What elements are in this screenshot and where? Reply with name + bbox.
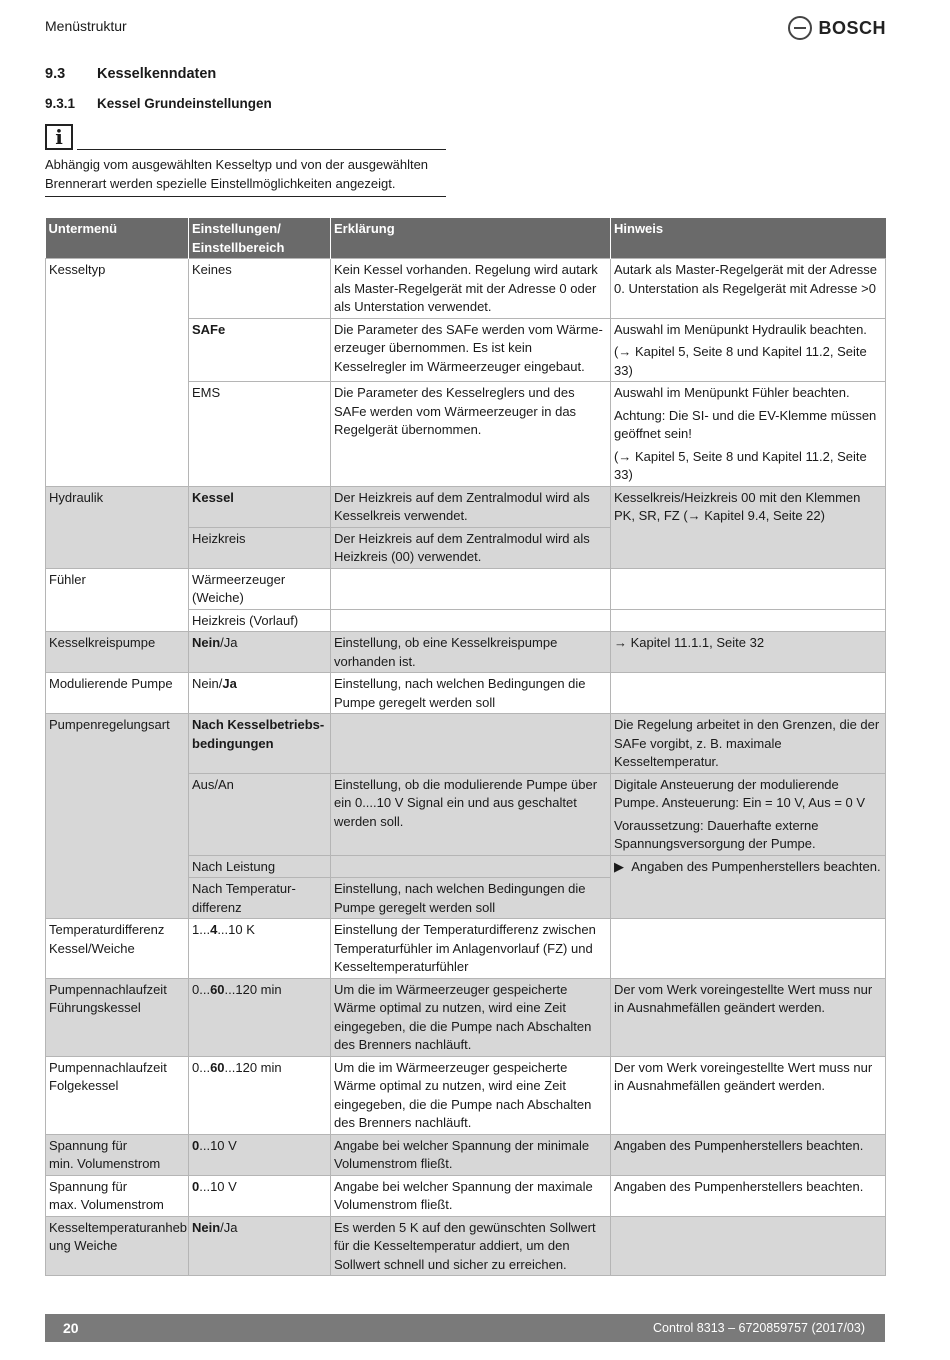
subsection-title: Kessel Grundeinstellungen	[97, 96, 272, 111]
setting-value: Aus/An	[189, 773, 331, 855]
table-row	[46, 1056, 886, 1134]
table-row	[46, 486, 886, 527]
group-kesseltyp	[46, 259, 886, 487]
group-kesselkreispumpe	[46, 632, 886, 673]
col-header-untermenu: Untermenü	[46, 218, 189, 259]
setting-value: Nach Kesselbetriebsbedingungen	[189, 714, 331, 774]
explanation: Einstellung, nach welchen Bedingungen die Pumpe geregelt werden soll	[331, 878, 611, 919]
hint: Auswahl im Menüpunkt Fühler beachten. Achtung: Die SI- und die EV-Klemme müssen geöffnet sein! (→ Kapitel 5, Seite 8 und Kapitel 11.2, Seite 33)	[611, 382, 886, 487]
page-footer	[45, 1314, 885, 1342]
menu-name: Hydraulik	[46, 486, 189, 568]
subsection-number: 9.3.1	[45, 96, 76, 111]
hint: Autark als Master-Regelgerät mit der Adresse 0. Unterstation als Regelgerät mit Adresse >0	[611, 259, 886, 319]
menu-name: Pumpenregelungsart	[46, 714, 189, 919]
table-row	[46, 919, 886, 979]
hint: Auswahl im Menüpunkt Hydraulik beachten. (→ Kapitel 5, Seite 8 und Kapitel 11.2, Seite 33)	[611, 318, 886, 382]
group-hydraulik	[46, 486, 886, 568]
explanation: Die Parameter des Kesselreglers und des SAFe werden vom Wärmeerzeuger in das Regelgerät übernommen.	[331, 382, 611, 487]
setting-value: Nein/Ja	[189, 673, 331, 714]
hint: Kesselkreis/Heizkreis 00 mit den Klemmen PK, SR, FZ (→ Kapitel 9.4, Seite 22)	[611, 486, 886, 568]
hint	[611, 673, 886, 714]
group-temperaturdifferenz	[46, 919, 886, 979]
table-row	[46, 978, 886, 1056]
group-kesseltemperaturanhebung	[46, 1216, 886, 1276]
table-row	[46, 568, 886, 609]
group-spannung-max	[46, 1175, 886, 1216]
brand-logo	[788, 16, 886, 40]
brand-name: BOSCH	[818, 17, 886, 38]
table-row	[46, 1175, 886, 1216]
setting-value: Kessel	[189, 486, 331, 527]
menu-name: Spannung für min. Volumenstrom	[46, 1134, 189, 1175]
explanation: Der Heizkreis auf dem Zentralmodul wird als Heizkreis (00) verwendet.	[331, 527, 611, 568]
menu-name: Kesselkreispumpe	[46, 632, 189, 673]
menu-name: Pumpennachlaufzeit Folgekessel	[46, 1056, 189, 1134]
explanation: Einstellung, ob eine Kesselkreispumpe vorhanden ist.	[331, 632, 611, 673]
group-nachlauf-folgekessel	[46, 1056, 886, 1134]
hint	[611, 1216, 886, 1276]
group-pumpenregelungsart	[46, 714, 886, 919]
table-row	[46, 259, 886, 319]
settings-table	[45, 218, 886, 1276]
explanation: Die Parameter des SAFe werden vom Wärmeerzeuger übernommen. Es ist kein Kesselregler im Wärmeerzeuger eingebaut.	[331, 318, 611, 382]
explanation: Einstellung, nach welchen Bedingungen die Pumpe geregelt werden soll	[331, 673, 611, 714]
divider	[77, 149, 446, 150]
setting-value: Nein/Ja	[189, 632, 331, 673]
group-spannung-min	[46, 1134, 886, 1175]
triangle-right-icon: ▶	[614, 858, 624, 874]
table-header-row	[46, 218, 886, 259]
group-fuehler	[46, 568, 886, 632]
hint	[611, 919, 886, 979]
section-heading	[45, 66, 216, 82]
table-row	[46, 714, 886, 774]
setting-value: EMS	[189, 382, 331, 487]
hint: Angaben des Pumpenherstellers beachten.	[611, 1134, 886, 1175]
setting-value: 1...4...10 K	[189, 919, 331, 979]
table-row	[46, 632, 886, 673]
hint: Die Regelung arbeitet in den Grenzen, die der SAFe vorgibt, z. B. maximale Kesseltemperatur.	[611, 714, 886, 774]
group-nachlauf-fuehrungskessel	[46, 978, 886, 1056]
col-header-erklaerung: Erklärung	[331, 218, 611, 259]
explanation: Um die im Wärmeerzeuger gespeicherte Wärme optimal zu nutzen, wird eine Zeit eingegeben, die die Pumpe nach Abschalten des Brenners nachläuft.	[331, 978, 611, 1056]
document-id: Control 8313 – 6720859757 (2017/03)	[653, 1321, 865, 1335]
explanation: Es werden 5 K auf den gewünschten Sollwert für die Kesseltemperatur addiert, um den Sollwert schnell und sicher zu erreichen.	[331, 1216, 611, 1276]
explanation: Angabe bei welcher Spannung der minimale Volumenstrom fließt.	[331, 1134, 611, 1175]
hint	[611, 568, 886, 609]
col-header-einstellungen: Einstellungen/ Einstellbereich	[189, 218, 331, 259]
info-note-text	[45, 155, 446, 197]
menu-name: Kesseltyp	[46, 259, 189, 487]
table-row	[46, 673, 886, 714]
explanation: Angabe bei welcher Spannung der maximale Volumenstrom fließt.	[331, 1175, 611, 1216]
explanation: Einstellung, ob die modulierende Pumpe über ein 0....10 V Signal ein und aus geschaltet werden soll.	[331, 773, 611, 855]
explanation: Der Heizkreis auf dem Zentralmodul wird als Kesselkreis verwendet.	[331, 486, 611, 527]
hint: Angaben des Pumpenherstellers beachten.	[611, 1175, 886, 1216]
note-line: Abhängig vom ausgewählten Kesseltyp und von der ausgewählten	[45, 157, 429, 172]
explanation	[331, 855, 611, 878]
explanation: Um die im Wärmeerzeuger gespeicherte Wärme optimal zu nutzen, wird eine Zeit eingegeben, die die Pumpe nach Abschalten des Brenners nachläuft.	[331, 1056, 611, 1134]
page-number: 20	[63, 1320, 79, 1336]
explanation	[331, 609, 611, 632]
bosch-armature-icon	[788, 16, 812, 40]
menu-name: Temperaturdifferenz Kessel/Weiche	[46, 919, 189, 979]
setting-value: Heizkreis	[189, 527, 331, 568]
setting-value: 0...10 V	[189, 1175, 331, 1216]
subsection-heading	[45, 96, 272, 111]
menu-name: Modulierende Pumpe	[46, 673, 189, 714]
hint: ▶ Angaben des Pumpenherstellers beachten.	[611, 855, 886, 919]
explanation: Einstellung der Temperaturdifferenz zwischen Temperaturfühler im Anlagenvorlauf (FZ) und Kesseltemperaturfühler	[331, 919, 611, 979]
group-modulierende-pumpe	[46, 673, 886, 714]
hint: Der vom Werk voreingestellte Wert muss nur in Ausnahmefällen geändert werden.	[611, 978, 886, 1056]
setting-value: 0...10 V	[189, 1134, 331, 1175]
setting-value: Nach Temperaturdifferenz	[189, 878, 331, 919]
hint: Der vom Werk voreingestellte Wert muss nur in Ausnahmefällen geändert werden.	[611, 1056, 886, 1134]
table-row	[46, 1216, 886, 1276]
setting-value: Keines	[189, 259, 331, 319]
explanation: Kein Kessel vorhanden. Regelung wird autark als Master-Regelgerät mit der Adresse 0 oder als Unterstation verwendet.	[331, 259, 611, 319]
section-title: Kesselkenndaten	[97, 66, 217, 82]
setting-value: Wärmeerzeuger (Weiche)	[189, 568, 331, 609]
setting-value: SAFe	[189, 318, 331, 382]
explanation	[331, 568, 611, 609]
info-icon: i	[45, 124, 73, 150]
hint	[611, 609, 886, 632]
running-header-title: Menüstruktur	[45, 18, 127, 34]
col-header-hinweis: Hinweis	[611, 218, 886, 259]
hint: → Kapitel 11.1.1, Seite 32	[611, 632, 886, 673]
menu-name: Pumpennachlaufzeit Führungskessel	[46, 978, 189, 1056]
setting-value: 0...60...120 min	[189, 1056, 331, 1134]
setting-value: Nein/Ja	[189, 1216, 331, 1276]
table-row	[46, 1134, 886, 1175]
menu-name: Spannung für max. Volumenstrom	[46, 1175, 189, 1216]
hint: Digitale Ansteuerung der modulierende Pumpe. Ansteuerung: Ein = 10 V, Aus = 0 V Voraussetzung: Dauerhafte externe Spannungsversorgung der Pumpe.	[611, 773, 886, 855]
menu-name: Fühler	[46, 568, 189, 632]
section-number: 9.3	[45, 66, 66, 82]
note-line: Brennerart werden spezielle Einstellmöglichkeiten angezeigt.	[45, 176, 396, 191]
info-note	[45, 124, 446, 197]
explanation	[331, 714, 611, 774]
menu-name: Kesseltemperaturanheb ung Weiche	[46, 1216, 189, 1276]
setting-value: Nach Leistung	[189, 855, 331, 878]
setting-value: Heizkreis (Vorlauf)	[189, 609, 331, 632]
setting-value: 0...60...120 min	[189, 978, 331, 1056]
